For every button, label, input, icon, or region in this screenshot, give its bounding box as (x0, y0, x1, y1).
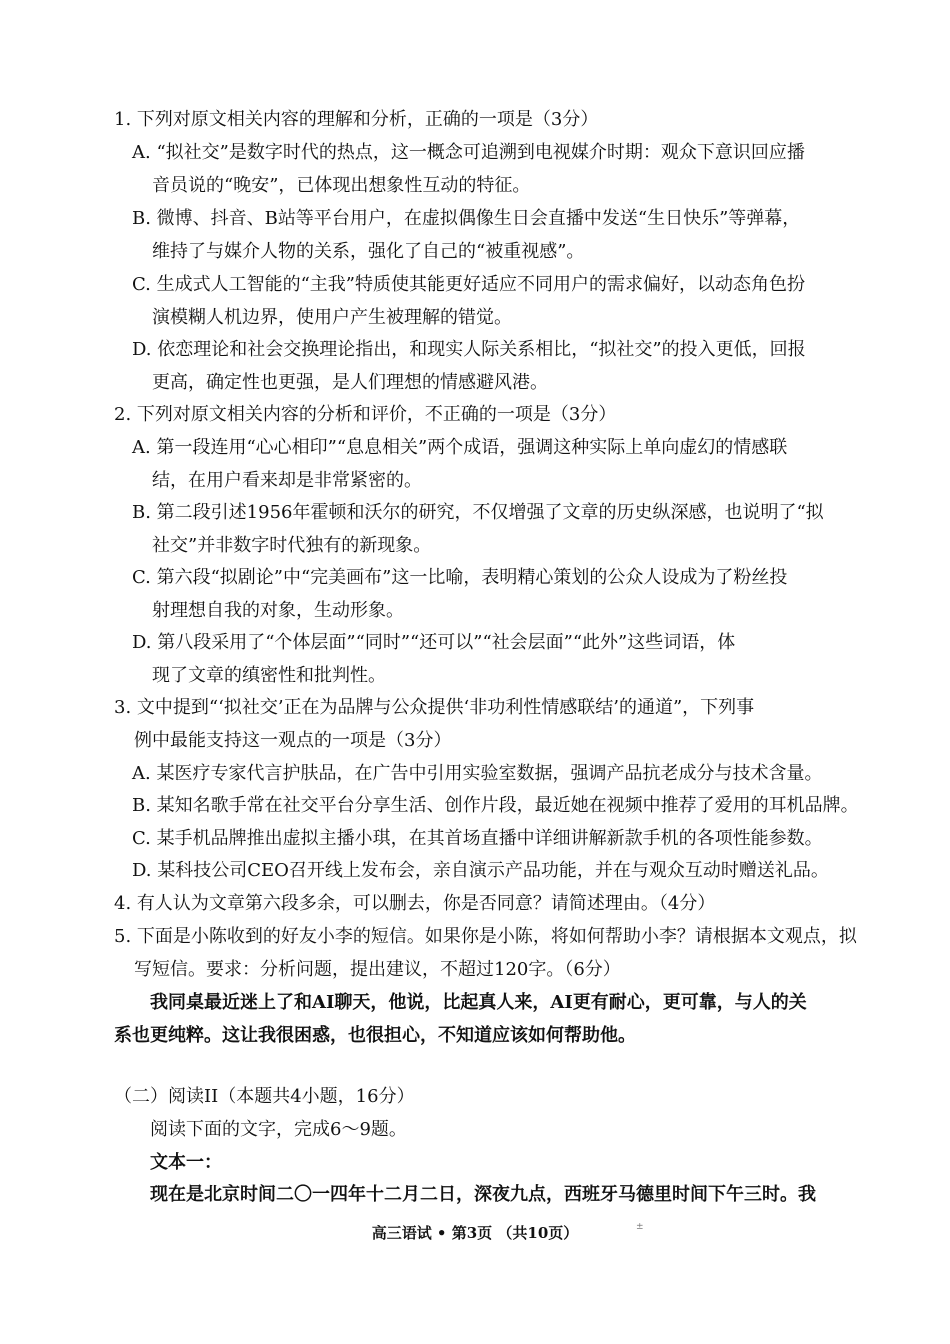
question-2-option-a: A. 第一段连用“心心相印”“息息相关”两个成语，强调这种实际上单向虚幻的情感联 结，在用户看来却是非常紧密的。 (132, 437, 788, 491)
question-2-option-c: C. 第六段“拟剧论”中“完美画布”这一比喻，表明精心策划的公众人设成为了粉丝投 射理想自我的对象，生动形象。 (132, 567, 788, 621)
section-title: （二）阅读II（本题共4小题，16分） (114, 1086, 415, 1107)
page-footer: 高三语试 • 第3页 （共10页） (371, 1224, 579, 1242)
stray-mark: ± (636, 1222, 644, 1232)
question-1-stem: 1. 下列对原文相关内容的理解和分析，正确的一项是（3分） (114, 109, 599, 130)
passage-first-line: 现在是北京时间二〇一四年十二月二日，深夜九点，西班牙马德里时间下午三时。我 (150, 1184, 816, 1205)
question-1-option-d: D. 依恋理论和社会交换理论指出，和现实人际关系相比，“拟社交”的投入更低，回报 更高，确定性也更强，是人们理想的情感避风港。 (132, 339, 806, 393)
section-instruction: 阅读下面的文字，完成6～9题。 (150, 1119, 407, 1140)
question-3-stem: 3. 文中提到“‘拟社交’正在为品牌与公众提供‘非功利性情感联结’的通道”，下列事 例中最能支持这一观点的一项是（3分） (114, 697, 755, 751)
question-1-option-a: A. “拟社交”是数字时代的热点，这一概念可追溯到电视媒介时期：观众下意识回应播 音员说的“晚安”，已体现出想象性互动的特征。 (132, 142, 805, 196)
sms-message: 我同桌最近迷上了和AI聊天，他说，比起真人来，AI更有耐心，更可靠，与人的关 系也更纯粹。这让我很困惑，也很担心，不知道应该如何帮助他。 (114, 992, 807, 1046)
question-3-option-d: D. 某科技公司CEO召开线上发布会，亲自演示产品功能，并在与观众互动时赠送礼品。 (132, 860, 829, 881)
question-3-option-b: B. 某知名歌手常在社交平台分享生活、创作片段，最近她在视频中推荐了爱用的耳机品牌。 (132, 795, 859, 816)
question-2-stem: 2. 下列对原文相关内容的分析和评价，不正确的一项是（3分） (114, 404, 617, 425)
question-1-option-c: C. 生成式人工智能的“主我”特质使其能更好适应不同用户的需求偏好，以动态角色扮 演模糊人机边界，使用户产生被理解的错觉。 (132, 274, 805, 328)
question-2-option-d: D. 第八段采用了“个体层面”“同时”“还可以”“社会层面”“此外”这些词语，体 现了文章的缜密性和批判性。 (132, 632, 736, 686)
question-1-option-b: B. 微博、抖音、B站等平台用户，在虚拟偶像生日会直播中发送“生日快乐”等弹幕， 维持了与媒介人物的关系，强化了自己的“被重视感”。 (132, 208, 801, 262)
question-2-option-b: B. 第二段引述1956年霍顿和沃尔的研究，不仅增强了文章的历史纵深感，也说明了“拟 社交”并非数字时代独有的新现象。 (132, 502, 824, 556)
text-label: 文本一： (150, 1152, 222, 1173)
question-3-option-c: C. 某手机品牌推出虚拟主播小琪，在其首场直播中详细讲解新款手机的各项性能参数。 (132, 828, 823, 849)
question-5-stem: 5. 下面是小陈收到的好友小李的短信。如果你是小陈，将如何帮助小李？请根据本文观点，拟 写短信。要求：分析问题，提出建议，不超过120字。（6分） (114, 926, 857, 980)
question-4-stem: 4. 有人认为文章第六段多余，可以删去，你是否同意？请简述理由。（4分） (114, 893, 716, 914)
question-3-option-a: A. 某医疗专家代言护肤品，在广告中引用实验室数据，强调产品抗老成分与技术含量。 (132, 763, 823, 784)
